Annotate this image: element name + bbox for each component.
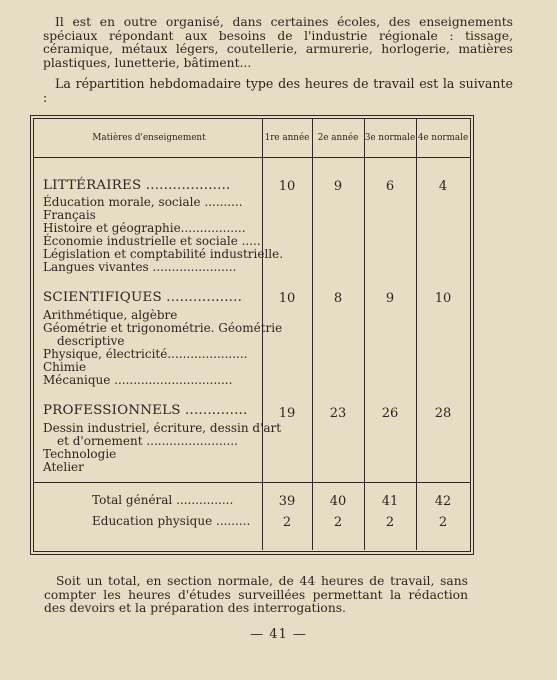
value-cell: 28 — [434, 406, 452, 421]
outro-paragraph: Soit un total, en section normale, de 44 heures de travail, sans compter les heures d'études surveillées permettant la rédaction des devoirs et la préparation des interrogations. — [44, 574, 468, 616]
header-year3: 3e normale — [364, 133, 416, 143]
value-cell: 9 — [333, 179, 343, 194]
header-year1: 1re année — [264, 133, 310, 143]
subject-item: Chimie — [43, 360, 87, 374]
total-value: 42 — [434, 494, 452, 509]
total-value: 39 — [278, 494, 296, 509]
subject-item: Technologie — [43, 447, 117, 461]
page-number: — 41 — — [250, 627, 307, 642]
value-cell: 9 — [385, 291, 395, 306]
subject-item: Arithmétique, algèbre — [43, 308, 178, 322]
subject-item: Législation et comptabilité industrielle. — [43, 247, 284, 261]
value-cell: 8 — [333, 291, 343, 306]
subject-item: Économie industrielle et sociale ..... — [43, 234, 261, 248]
subject-item: Géométrie et trigonométrie. Géométrie — [43, 321, 283, 335]
header-divider — [33, 157, 470, 158]
value-cell: 23 — [329, 406, 347, 421]
education-value: 2 — [438, 515, 448, 530]
value-cell: 19 — [278, 406, 296, 421]
header-subject: Matières d'enseignement — [92, 133, 206, 143]
value-cell: 26 — [381, 406, 399, 421]
value-cell: 6 — [385, 179, 395, 194]
subject-item: Français — [43, 208, 96, 222]
total-value: 41 — [381, 494, 399, 509]
category-scientifiques: SCIENTIFIQUES ................. — [43, 290, 243, 305]
education-value: 2 — [385, 515, 395, 530]
subject-item: Mécanique ............................... — [43, 373, 233, 387]
category-litteraires: LITTÉRAIRES ................... — [43, 178, 231, 193]
intro-paragraph: Il est en outre organisé, dans certaines écoles, des enseignements spéciaux répondant aux besoins de l'industrie régionale : tissage, céramique, métaux légers, coutellerie, armurerie, horlogerie, matières plastiques, lunetterie, bâtiment... — [43, 15, 513, 70]
subject-item: Langues vivantes ...................... — [43, 260, 237, 274]
total-value: 40 — [329, 494, 347, 509]
column-divider — [416, 118, 417, 550]
subject-item: Atelier — [43, 460, 84, 474]
subject-item: Éducation morale, sociale .......... — [43, 195, 243, 209]
category-professionnels: PROFESSIONNELS .............. — [43, 403, 248, 418]
subject-item: Dessin industriel, écriture, dessin d'art — [43, 421, 282, 435]
education-label: Education physique ......... — [92, 514, 251, 528]
header-year4: 4e normale — [417, 133, 469, 143]
subject-item: Physique, électricité..................... — [43, 347, 248, 361]
header-year2: 2e année — [317, 133, 359, 143]
education-value: 2 — [282, 515, 292, 530]
subject-item: Histoire et géographie................. — [43, 221, 246, 235]
value-cell: 10 — [278, 179, 296, 194]
value-cell: 4 — [438, 179, 448, 194]
total-divider — [33, 482, 470, 483]
education-value: 2 — [333, 515, 343, 530]
subject-item: descriptive — [57, 334, 125, 348]
value-cell: 10 — [278, 291, 296, 306]
value-cell: 10 — [434, 291, 452, 306]
total-label: Total général ............... — [92, 493, 234, 507]
subject-item: et d'ornement ........................ — [57, 434, 238, 448]
repartition-paragraph: La répartition hebdomadaire type des heures de travail est la suivante : — [43, 76, 513, 105]
